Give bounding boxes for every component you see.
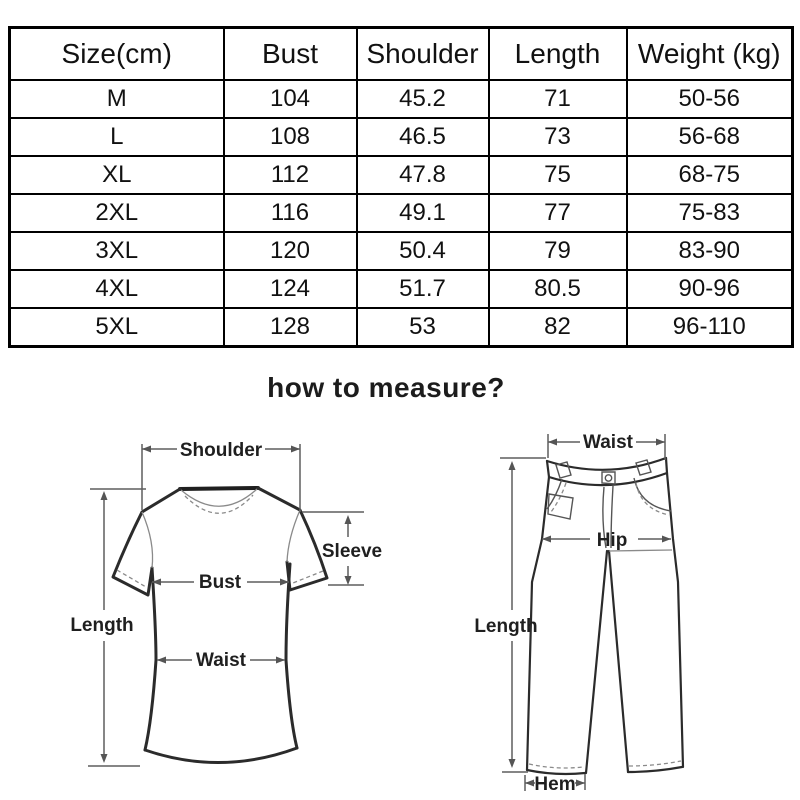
shirt-right-sleeve xyxy=(258,488,327,590)
shirt-length-label: Length xyxy=(70,615,134,636)
value-cell: 112 xyxy=(224,156,357,194)
size-cell: 3XL xyxy=(10,232,224,270)
value-cell: 49.1 xyxy=(357,194,489,232)
shirt-sleeve-label: Sleeve xyxy=(321,541,383,562)
value-cell: 90-96 xyxy=(627,270,793,308)
table-row xyxy=(10,118,793,156)
size-table-header-row xyxy=(10,28,793,81)
hem-arrowhead-left xyxy=(525,780,534,787)
pants-waist-arrowhead-left xyxy=(548,439,557,446)
value-cell: 104 xyxy=(224,80,357,118)
sleeve-arrowhead-top xyxy=(345,515,352,524)
right-hem-stitch xyxy=(629,761,681,766)
pants-measure-lines xyxy=(500,434,671,791)
value-cell: 50-56 xyxy=(627,80,793,118)
column-header: Length xyxy=(489,28,627,81)
value-cell: 120 xyxy=(224,232,357,270)
value-cell: 75 xyxy=(489,156,627,194)
size-cell: 4XL xyxy=(10,270,224,308)
coin-pocket xyxy=(548,494,573,519)
pants-right-seam xyxy=(666,458,683,767)
shirt-left-armhole-seam xyxy=(142,512,153,568)
shirt-length-arrowhead-top xyxy=(101,491,108,500)
shirt-right-armhole-seam xyxy=(287,510,300,562)
pants-length-extension-lines xyxy=(500,458,546,772)
how-to-measure-heading: how to measure? xyxy=(267,372,505,403)
pants-length-arrowhead-bottom xyxy=(509,759,516,768)
right-leg-hem xyxy=(628,767,682,772)
left-hem-stitch xyxy=(529,764,583,768)
pants-measure-diagram xyxy=(440,420,780,800)
value-cell: 53 xyxy=(357,308,489,347)
tshirt-measure-lines xyxy=(88,444,364,766)
shirt-neck-stitch xyxy=(185,495,253,513)
value-cell: 75-83 xyxy=(627,194,793,232)
table-row xyxy=(10,80,793,118)
shirt-right-torso xyxy=(286,564,297,748)
hip-arrowhead-right xyxy=(662,536,671,543)
shirt-neckline xyxy=(181,489,257,506)
waist-button xyxy=(605,475,611,481)
table-row xyxy=(10,194,793,232)
value-cell: 124 xyxy=(224,270,357,308)
table-row xyxy=(10,232,793,270)
value-cell: 51.7 xyxy=(357,270,489,308)
shirt-shoulder-top-line xyxy=(180,488,258,489)
fly-placket xyxy=(602,472,615,484)
value-cell: 73 xyxy=(489,118,627,156)
right-pocket-curve xyxy=(634,478,671,511)
shirt-left-sleeve xyxy=(113,489,180,595)
tshirt-outline xyxy=(113,488,327,763)
value-cell: 116 xyxy=(224,194,357,232)
value-cell: 128 xyxy=(224,308,357,347)
pants-labels xyxy=(474,432,633,795)
pants-waist-arrowhead-right xyxy=(656,439,665,446)
value-cell: 108 xyxy=(224,118,357,156)
shirt-waist-arrowhead-left xyxy=(157,657,166,664)
pants-hip-label: Hip xyxy=(596,530,628,551)
left-inseam xyxy=(586,551,607,773)
size-cell: M xyxy=(10,80,224,118)
shoulder-arrowhead-left xyxy=(142,446,151,453)
hem-arrowhead-right xyxy=(576,780,585,787)
pants-length-label: Length xyxy=(474,616,538,637)
column-header: Size(cm) xyxy=(10,28,224,81)
value-cell: 96-110 xyxy=(627,308,793,347)
shirt-bottom-hem xyxy=(145,748,297,763)
value-cell: 77 xyxy=(489,194,627,232)
value-cell: 50.4 xyxy=(357,232,489,270)
value-cell: 83-90 xyxy=(627,232,793,270)
value-cell: 82 xyxy=(489,308,627,347)
shirt-shoulder-label: Shoulder xyxy=(179,440,263,461)
value-cell: 80.5 xyxy=(489,270,627,308)
value-cell: 45.2 xyxy=(357,80,489,118)
shirt-waist-arrowhead-right xyxy=(276,657,285,664)
pants-waist-label: Waist xyxy=(583,432,633,453)
tshirt-measure-diagram xyxy=(60,420,400,800)
shoulder-arrowhead-right xyxy=(291,446,300,453)
pants-length-arrowhead-top xyxy=(509,461,516,470)
tshirt-labels xyxy=(70,440,382,671)
table-row xyxy=(10,308,793,347)
value-cell: 68-75 xyxy=(627,156,793,194)
sleeve-arrowhead-bottom xyxy=(345,576,352,585)
size-cell: XL xyxy=(10,156,224,194)
column-header: Weight (kg) xyxy=(627,28,793,81)
right-belt-loop xyxy=(636,460,651,475)
table-row xyxy=(10,270,793,308)
shirt-bust-label: Bust xyxy=(198,572,242,593)
pants-outline xyxy=(527,458,683,774)
value-cell: 56-68 xyxy=(627,118,793,156)
pants-hem-label: Hem xyxy=(534,774,576,795)
table-row xyxy=(10,156,793,194)
column-header: Shoulder xyxy=(357,28,489,81)
shirt-length-arrowhead-bottom xyxy=(101,754,108,763)
size-table xyxy=(8,26,794,348)
shirt-waist-label: Waist xyxy=(196,650,246,671)
size-cell: 2XL xyxy=(10,194,224,232)
value-cell: 79 xyxy=(489,232,627,270)
size-cell: 5XL xyxy=(10,308,224,347)
value-cell: 71 xyxy=(489,80,627,118)
value-cell: 47.8 xyxy=(357,156,489,194)
size-cell: L xyxy=(10,118,224,156)
right-inseam xyxy=(609,551,628,772)
column-header: Bust xyxy=(224,28,357,81)
shirt-left-cuff-stitch xyxy=(117,570,146,587)
value-cell: 46.5 xyxy=(357,118,489,156)
